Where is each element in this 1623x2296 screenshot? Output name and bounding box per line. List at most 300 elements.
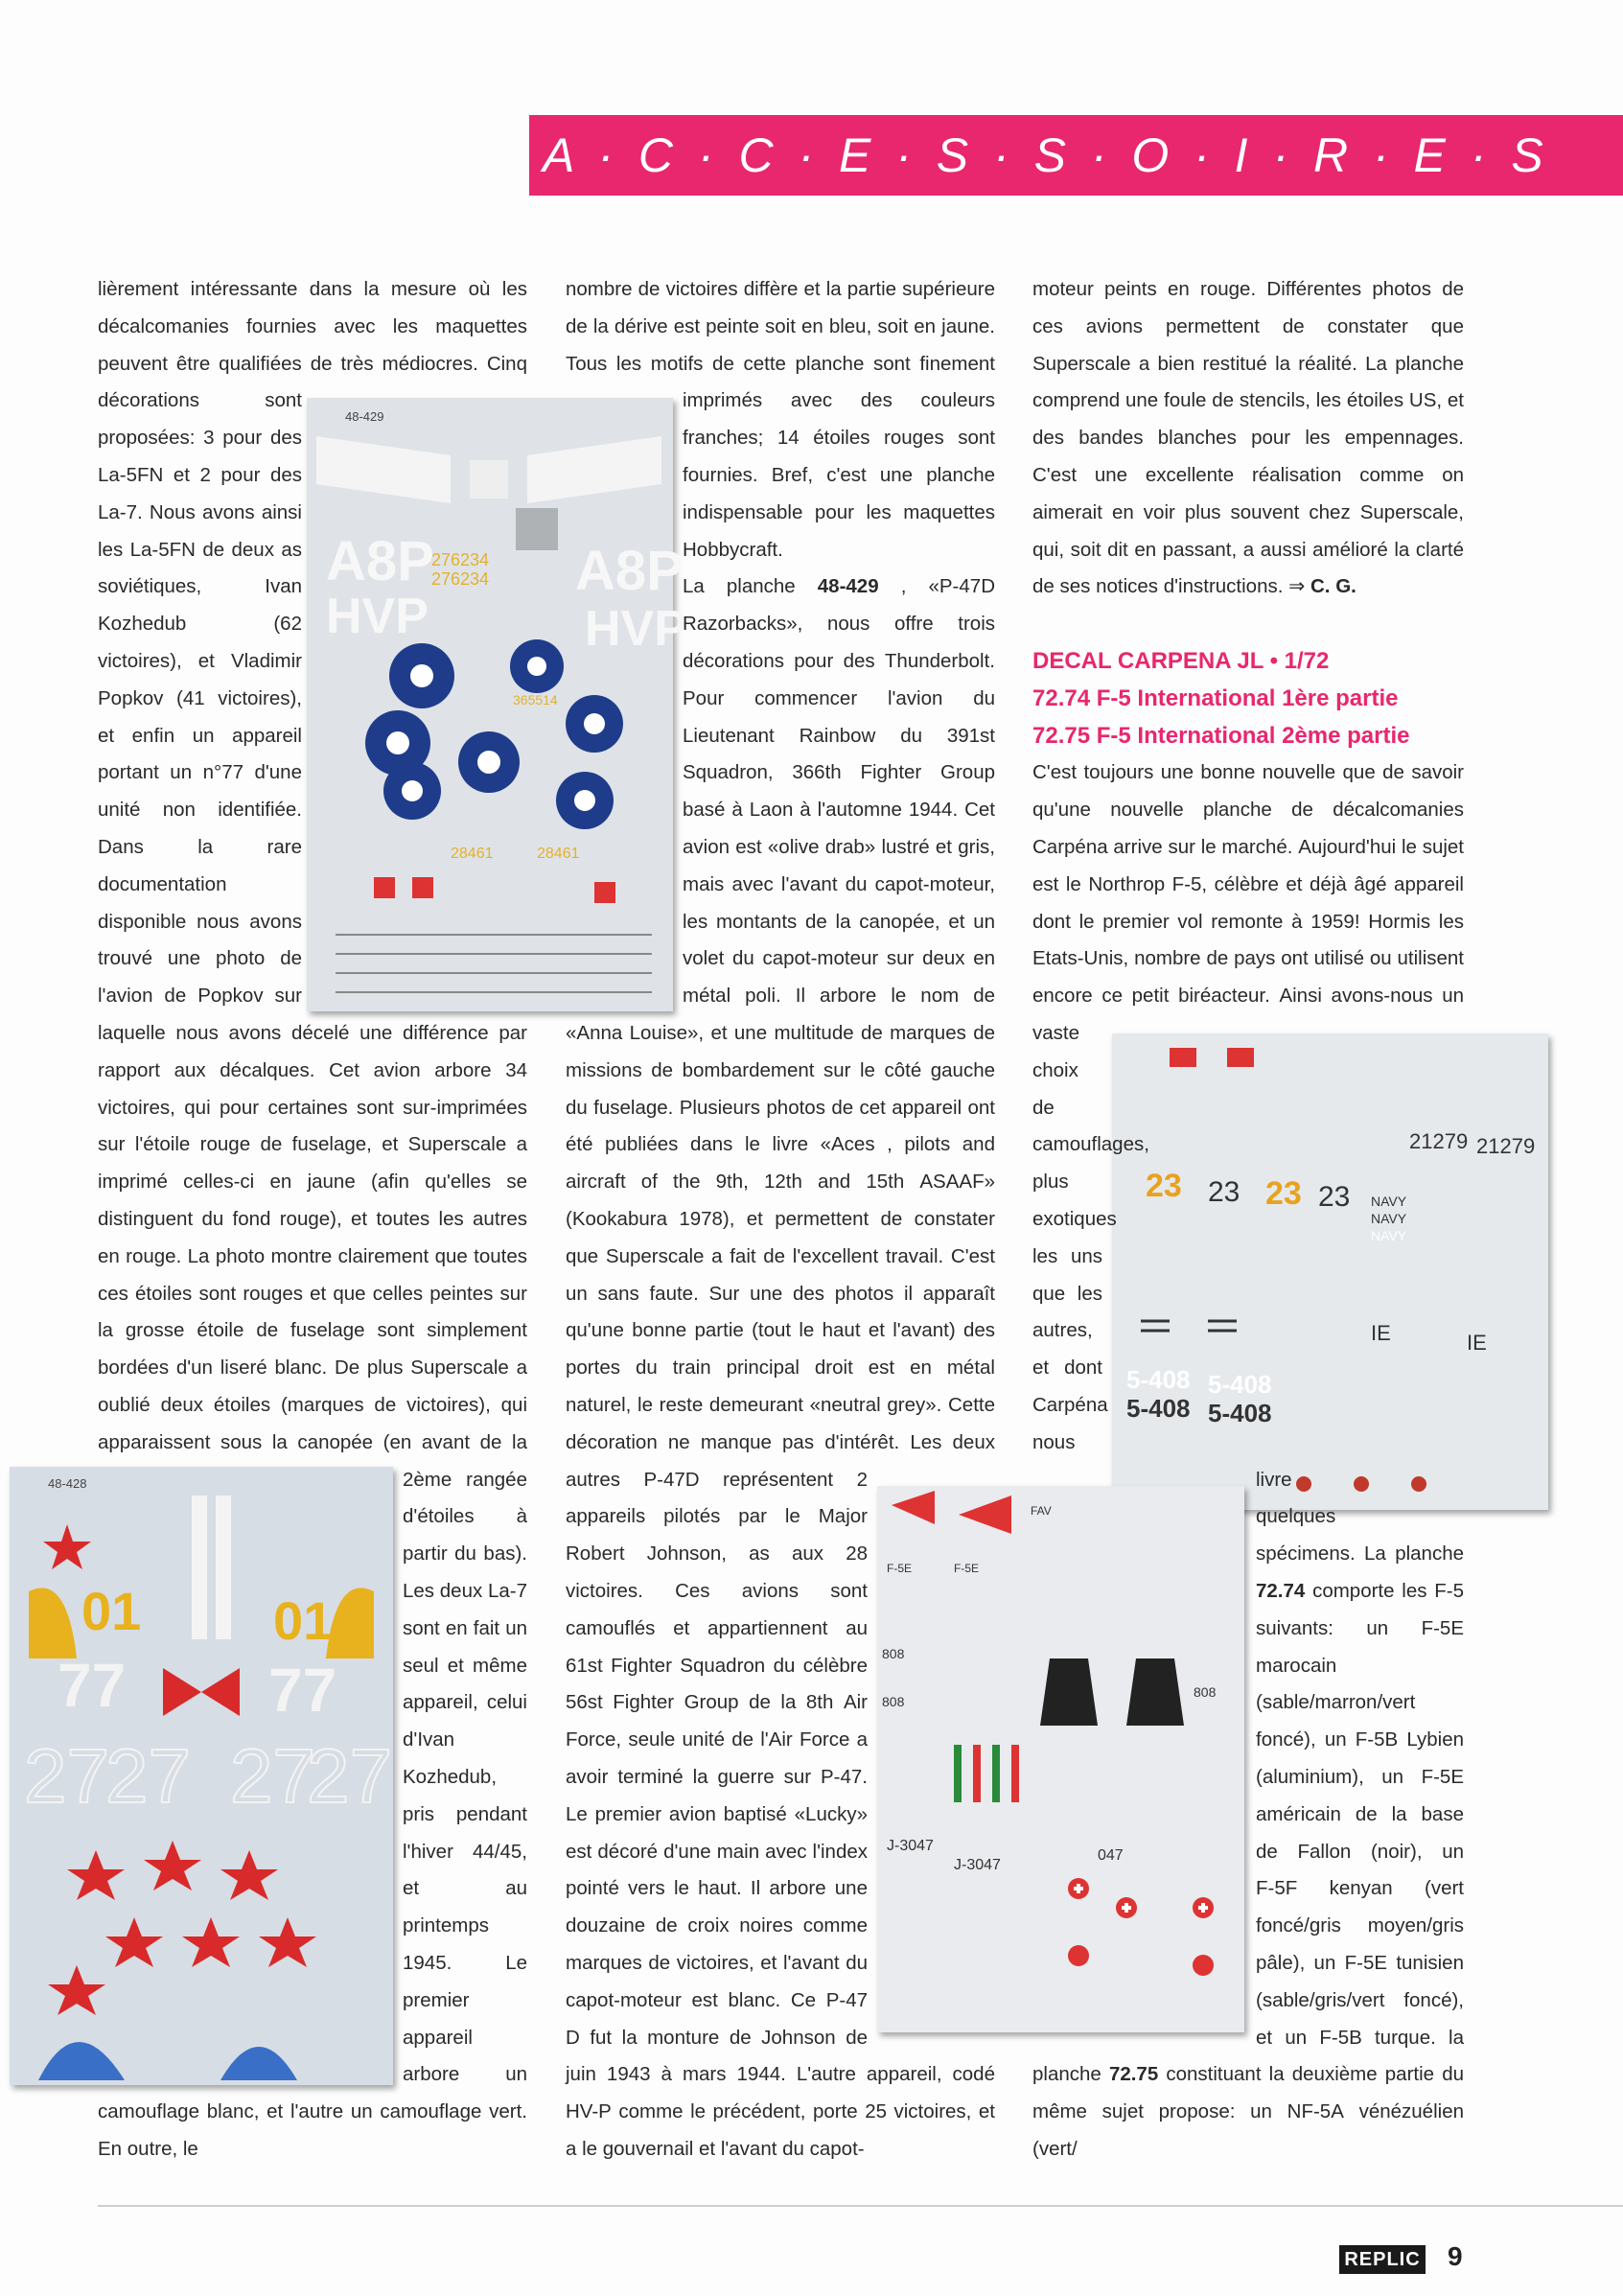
- word: 15th: [866, 1171, 905, 1194]
- word: 25: [865, 2100, 887, 2123]
- word: appareil,: [866, 2063, 942, 2086]
- svg-text:27: 27: [24, 1733, 109, 1819]
- word: cet: [859, 1096, 886, 1119]
- bold-word: C. G.: [1310, 575, 1356, 598]
- word: utilisent: [1397, 947, 1464, 970]
- word: de: [1291, 799, 1313, 822]
- word: a: [856, 1728, 868, 1751]
- word: les: [1315, 389, 1341, 412]
- word: le: [638, 1394, 654, 1416]
- word: avion: [683, 836, 730, 858]
- word: le: [1200, 836, 1217, 858]
- word: Air: [843, 1691, 868, 1714]
- word: D: [566, 2026, 580, 2049]
- word: ,: [887, 1133, 893, 1156]
- word: nous: [175, 1022, 219, 1044]
- column1-line: [98, 1387, 527, 1425]
- word: nous: [1032, 1430, 1076, 1453]
- word: l'autre: [290, 2100, 344, 2123]
- word: un: [1313, 1952, 1336, 1974]
- column2-line: [566, 1722, 868, 1759]
- word: du: [201, 1208, 224, 1230]
- word: gris,: [958, 836, 995, 858]
- word: dit: [1107, 538, 1128, 561]
- word: Aujourd'hui: [1298, 836, 1397, 858]
- column2-line: [683, 457, 995, 495]
- word: propose:: [1158, 2100, 1236, 2123]
- word: supérieure: [902, 278, 995, 300]
- word: décalques.: [220, 1058, 315, 1081]
- word: vers: [628, 1877, 665, 1900]
- word: fuselage.: [593, 1096, 674, 1119]
- word: fournies.: [683, 464, 758, 486]
- word: grey».: [887, 1394, 942, 1416]
- word: distinguent: [98, 1208, 194, 1230]
- column2-line: [566, 1611, 868, 1648]
- word: et: [710, 1022, 728, 1044]
- word: Ces: [675, 1580, 710, 1602]
- word: celles: [372, 1282, 424, 1305]
- word: Hobbycraft.: [683, 538, 783, 561]
- word: que: [566, 1244, 599, 1267]
- column2-line: [566, 1870, 868, 1908]
- word: décoré: [597, 1840, 659, 1863]
- column1-line: [98, 1350, 527, 1387]
- word: drab»: [824, 836, 876, 858]
- column1-line: [98, 495, 302, 532]
- word: Rainbow: [799, 724, 876, 747]
- word: ses: [1059, 575, 1091, 598]
- word: Ainsi: [1279, 985, 1322, 1008]
- word: Laon: [749, 799, 794, 822]
- word: une: [1160, 761, 1194, 784]
- word: les: [1402, 1580, 1427, 1602]
- word: de: [1032, 575, 1055, 598]
- word: blanc.: [274, 1357, 328, 1380]
- word: deuxième: [1291, 2063, 1378, 2086]
- word: naturel,: [566, 1394, 632, 1416]
- word: planche: [1395, 352, 1464, 375]
- column2-line: [566, 1276, 995, 1313]
- column2-line: [683, 681, 995, 718]
- word: 3: [203, 427, 215, 450]
- word: pilotés: [663, 1505, 721, 1528]
- word: livre: [1256, 1468, 1292, 1491]
- column2-line: [566, 1573, 868, 1611]
- word: Tous: [566, 352, 608, 375]
- word: Cette: [948, 1394, 995, 1416]
- word: décorations: [98, 389, 199, 412]
- section-heading-2: 72.74 F-5 International 1ère partie: [1032, 684, 1399, 711]
- word: deux: [231, 538, 274, 561]
- word: une: [750, 1282, 783, 1305]
- word: nouvelle: [1110, 799, 1184, 822]
- svg-text:HVP: HVP: [585, 601, 687, 657]
- column2-line: [683, 904, 995, 941]
- word: l'avant): [893, 1319, 956, 1342]
- word: rouges: [243, 1282, 303, 1305]
- word: peints: [1104, 278, 1157, 300]
- word: multitude: [774, 1022, 854, 1044]
- word: Le: [505, 1952, 527, 1974]
- word: des: [792, 1282, 825, 1305]
- word: volet: [683, 947, 725, 970]
- word: rouge),: [279, 1208, 342, 1230]
- word: moteur: [1032, 278, 1094, 300]
- word: P-47.: [821, 1766, 868, 1788]
- word: à: [800, 799, 811, 822]
- word: (62: [273, 613, 302, 636]
- word: bordées: [98, 1357, 170, 1380]
- word: peuvent: [98, 352, 168, 375]
- word: Les: [403, 1580, 435, 1602]
- word: qui: [500, 1394, 527, 1416]
- column1-line: [403, 1834, 527, 1871]
- svg-text:28461: 28461: [537, 846, 580, 862]
- word: un: [1366, 1616, 1389, 1639]
- word: un: [1324, 1728, 1347, 1751]
- word: restitué: [1202, 352, 1267, 375]
- word: marques: [566, 1952, 642, 1974]
- word: sans: [597, 1282, 639, 1305]
- word: de: [880, 1208, 903, 1230]
- word: deux: [439, 1580, 483, 1602]
- column3b-line: [1032, 1164, 1102, 1201]
- column3b-line: [1032, 829, 1464, 867]
- word: déjà: [1310, 872, 1347, 895]
- word: au: [505, 1877, 527, 1900]
- column1-line: [403, 1945, 527, 1983]
- column3-line: [1032, 532, 1464, 569]
- word: identifiée.: [218, 799, 302, 822]
- word: appartiennent: [707, 1616, 828, 1639]
- word: réalisation: [1251, 464, 1342, 486]
- word: le: [891, 985, 907, 1008]
- word: étoiles: [813, 427, 870, 450]
- column3b-line: [1032, 2056, 1464, 2094]
- word: indispensable: [683, 500, 803, 523]
- column3b-line: [1256, 1797, 1464, 1834]
- word: ainsi: [261, 500, 302, 523]
- svg-text:77: 77: [268, 1656, 337, 1725]
- word: l'automne: [817, 799, 902, 822]
- column3b-line: [1032, 1312, 1102, 1350]
- word: camouflés: [566, 1616, 656, 1639]
- word: dans: [689, 1133, 733, 1156]
- word: les: [866, 500, 892, 523]
- word: planche: [926, 464, 995, 486]
- word: demeurant: [708, 1394, 803, 1416]
- word: Johnson,: [646, 1542, 727, 1565]
- column1-line: [403, 1908, 527, 1945]
- word: du: [1442, 2063, 1464, 2086]
- word: en: [914, 314, 937, 337]
- svg-text:28461: 28461: [451, 846, 494, 862]
- word: vert.: [489, 2100, 527, 2123]
- word: (41: [176, 686, 205, 709]
- word: unité: [682, 1728, 725, 1751]
- word: de: [731, 1728, 754, 1751]
- word: planche: [726, 575, 796, 598]
- word: et: [760, 1952, 777, 1974]
- word: avec: [731, 872, 774, 895]
- word: les: [392, 314, 419, 337]
- word: un: [1285, 2026, 1308, 2049]
- word: Différentes: [1266, 278, 1362, 300]
- decal-sheet-label: 48-429: [345, 409, 384, 424]
- word: autres: [566, 1468, 620, 1491]
- word: capot-moteur,: [874, 872, 995, 895]
- word: outre,: [127, 2138, 178, 2160]
- word: ces: [98, 1282, 128, 1305]
- word: 34: [505, 1058, 527, 1081]
- word: les: [98, 538, 124, 561]
- word: utilisé: [1313, 947, 1364, 970]
- word: de: [712, 352, 734, 375]
- word: Popkov: [98, 686, 164, 709]
- decal-sheet-f5-part1-graphic: [1112, 1033, 1548, 1510]
- word: de: [749, 1691, 771, 1714]
- word: en: [800, 314, 823, 337]
- column3-line: [1032, 346, 1464, 383]
- word: Fighter: [860, 761, 922, 784]
- word: gauche: [930, 1058, 995, 1081]
- word: a: [1138, 352, 1150, 375]
- bold-word: 72.75: [1108, 2063, 1159, 2086]
- word: dérive: [614, 314, 668, 337]
- word: nous: [826, 613, 870, 636]
- word: oublié: [98, 1394, 151, 1416]
- word: d'instructions.: [1163, 575, 1284, 598]
- column3b-line: [1032, 2094, 1464, 2131]
- word: apparaissent: [98, 1430, 211, 1453]
- word: fond: [232, 1208, 271, 1230]
- word: se: [506, 1171, 527, 1194]
- decal-sheet-f5-part2-graphic: [877, 1486, 1244, 2032]
- word: de: [729, 2026, 752, 2049]
- word: premier: [594, 1802, 662, 1825]
- word: Fighter: [613, 1691, 675, 1714]
- word: Group: [684, 1691, 739, 1714]
- word: pendant: [455, 1802, 527, 1825]
- word: très: [340, 352, 374, 375]
- word: de: [310, 352, 333, 375]
- word: capot-moteur: [566, 1988, 682, 2011]
- word: suivants:: [1256, 1616, 1333, 1639]
- word: 391st: [946, 724, 995, 747]
- word: le: [799, 1319, 815, 1342]
- word: seule: [628, 1728, 676, 1751]
- decal-sheet-la7-image: [10, 1467, 393, 2085]
- svg-text:IE: IE: [1371, 1321, 1391, 1345]
- word: portant: [98, 761, 159, 784]
- column3-line: [1032, 420, 1464, 457]
- word: les: [1438, 910, 1464, 933]
- column1-line: [98, 1164, 527, 1201]
- word: and: [818, 1171, 851, 1194]
- word: Lybien: [1406, 1728, 1464, 1751]
- svg-text:NAVY: NAVY: [1371, 1194, 1407, 1209]
- column2-line: [566, 1908, 868, 1945]
- word: pour: [814, 500, 854, 523]
- word: bonne: [1200, 761, 1256, 784]
- word: d'une: [254, 761, 302, 784]
- word: la: [1275, 352, 1291, 375]
- word: planche: [1202, 799, 1272, 822]
- word: n°77: [202, 761, 243, 784]
- column3b-line: [1256, 1648, 1464, 1685]
- word: canopée,: [859, 910, 940, 933]
- word: de: [164, 985, 187, 1008]
- word: sont: [265, 389, 302, 412]
- svg-text:A8P: A8P: [326, 530, 434, 592]
- word: que: [1032, 1282, 1066, 1305]
- word: F-5: [1434, 1580, 1464, 1602]
- decal-sheet-b-label: 48-428: [48, 1476, 87, 1491]
- word: commencer: [754, 686, 858, 709]
- word: a: [566, 2138, 577, 2160]
- word: l'avant: [720, 2138, 777, 2160]
- word: permettent: [1165, 314, 1260, 337]
- word: spécimens.: [1256, 1542, 1356, 1565]
- word: du: [846, 1952, 868, 1974]
- word: de: [280, 947, 302, 970]
- word: non: [162, 799, 196, 822]
- word: de: [479, 1430, 502, 1453]
- word: que: [1342, 761, 1376, 784]
- word: Ivan: [265, 575, 302, 598]
- word: excellente: [1145, 464, 1235, 486]
- column3b-line: [1032, 978, 1464, 1015]
- word: pas: [782, 1430, 815, 1453]
- word: est: [673, 314, 701, 337]
- word: on: [1442, 464, 1464, 486]
- word: souvent: [1230, 500, 1300, 523]
- column3b-line: [1256, 1684, 1464, 1722]
- word: des: [269, 427, 302, 450]
- word: de: [638, 278, 661, 300]
- word: Superscale: [1032, 352, 1131, 375]
- word: sont: [872, 352, 911, 375]
- word: voir: [1143, 500, 1175, 523]
- word: base: [1421, 1802, 1464, 1825]
- word: couleurs: [920, 389, 995, 412]
- word: peintes: [429, 1282, 494, 1305]
- word: pays: [1234, 947, 1276, 970]
- word: et: [978, 2100, 995, 2123]
- word: différence: [403, 1022, 489, 1044]
- word: clairement: [337, 1244, 429, 1267]
- word: notices: [1096, 575, 1159, 598]
- word: sont: [198, 1282, 237, 1305]
- word: de: [260, 1133, 283, 1156]
- word: Razorbacks»,: [683, 613, 803, 636]
- word: vaste: [1032, 1022, 1079, 1044]
- word: sont: [958, 427, 995, 450]
- column2-line: [566, 1312, 995, 1350]
- column1-line: [98, 1239, 527, 1276]
- column1-line: [98, 978, 302, 1015]
- word: avoir: [566, 1766, 609, 1788]
- word: canopée: [297, 1430, 374, 1453]
- column2-line: [683, 718, 995, 755]
- word: nombre: [1134, 947, 1201, 970]
- word: rouge.: [1200, 278, 1257, 300]
- word: sur: [499, 1282, 527, 1305]
- word: est: [566, 1840, 592, 1863]
- word: dans: [309, 278, 353, 300]
- word: le: [1065, 872, 1081, 895]
- word: arrive: [1113, 836, 1163, 858]
- column2-line: [683, 792, 995, 829]
- column2-line: [683, 867, 995, 904]
- word: sont: [357, 1096, 394, 1119]
- column3b-line: [1256, 1573, 1464, 1611]
- word: toutes: [474, 1244, 527, 1267]
- column1-line: [403, 1611, 527, 1648]
- word: «Aces: [820, 1133, 875, 1156]
- word: des: [860, 389, 893, 412]
- word: avec: [790, 389, 833, 412]
- word: et: [197, 650, 215, 672]
- column1-line: [403, 1983, 527, 2020]
- column3b-line: [1256, 2020, 1464, 2057]
- word: (sable/gris/vert: [1256, 1988, 1385, 2011]
- word: 2: [199, 464, 211, 486]
- column3b-line: [1256, 1536, 1464, 1573]
- word: constater: [914, 1208, 995, 1230]
- word: victoires),: [406, 1394, 491, 1416]
- word: victoires),: [218, 686, 302, 709]
- word: comme: [1359, 464, 1425, 486]
- word: le: [784, 1505, 800, 1528]
- word: Northrop: [1088, 872, 1166, 895]
- word: métal: [683, 985, 731, 1008]
- column3b-line: [1032, 1276, 1102, 1313]
- word: foncé/gris: [1256, 1914, 1341, 1937]
- word: pointé: [566, 1877, 619, 1900]
- word: manque: [700, 1430, 772, 1453]
- word: (afin: [371, 1171, 409, 1194]
- word: printemps: [403, 1914, 490, 1937]
- word: célèbre: [1214, 872, 1279, 895]
- word: droit: [814, 1357, 853, 1380]
- word: une: [733, 1022, 768, 1044]
- word: F-5B: [1355, 1728, 1399, 1751]
- svg-text:NAVY: NAVY: [1371, 1211, 1407, 1226]
- word: de: [763, 1244, 786, 1267]
- column2-line: [683, 532, 995, 569]
- word: célèbre: [802, 1654, 868, 1677]
- word: du: [782, 2138, 804, 2160]
- word: simplement: [427, 1319, 527, 1342]
- word: photos: [766, 1096, 825, 1119]
- word: comme: [802, 1914, 868, 1937]
- word: 1943: [606, 2063, 651, 2086]
- word: imprimés: [683, 389, 763, 412]
- word: 1944.: [736, 2063, 786, 2086]
- word: est: [691, 1988, 718, 2011]
- word: une: [167, 947, 201, 970]
- word: foncé),: [1256, 1728, 1316, 1751]
- column1-line: [403, 1498, 527, 1536]
- column1-line: [98, 606, 302, 643]
- word: camouflage: [380, 2100, 482, 2123]
- word: l'hiver: [403, 1840, 453, 1863]
- word: 14: [777, 427, 800, 450]
- word: un: [170, 761, 193, 784]
- column3b-line: [1032, 754, 1464, 792]
